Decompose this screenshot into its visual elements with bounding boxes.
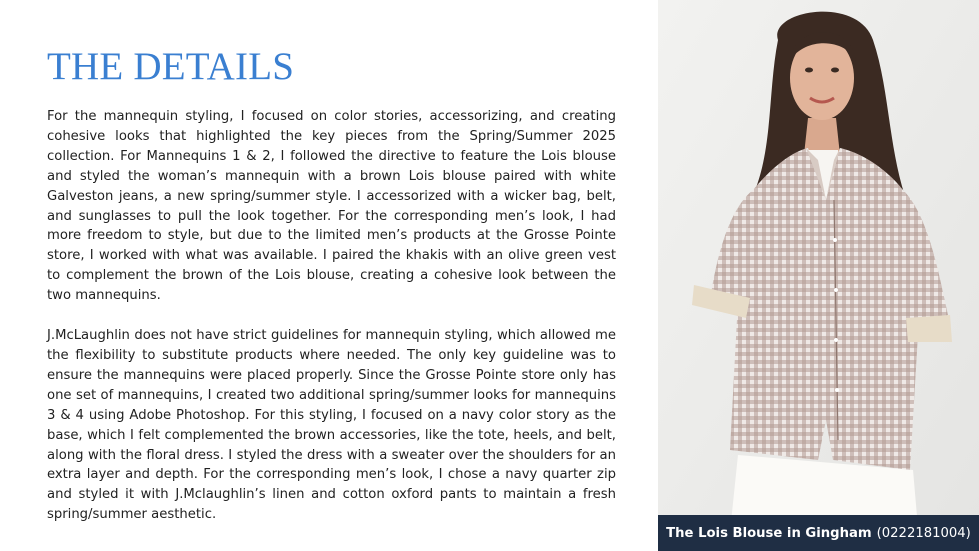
- model-illustration: [658, 0, 979, 551]
- product-caption-name: The Lois Blouse in Gingham: [666, 525, 872, 541]
- page-title: THE DETAILS: [47, 45, 295, 88]
- details-text-column: [47, 44, 616, 525]
- details-paragraph-1: For the mannequin styling, I focused on color stories, accessorizing, and creating cohesive looks that highlighted the key pieces from the Spring/Summer 2025 collection. For Mannequins 1 & 2, I followed the directive to feature the Lois blouse and styled the woman’s mannequin with a brown Lois blouse paired with white Galveston jeans, a new spring/summer style. I accessorized with a wicker bag, belt, and sunglasses to pull the look together. For the corresponding men’s look, I had more freedom to style, but due to the limited men’s products at the Grosse Pointe store, I worked with what was available. I paired the khakis with an olive green vest to complement the brown of the Lois blouse, creating a cohesive look between the two mannequins.: [47, 109, 616, 304]
- product-caption-code: (0222181004): [876, 525, 971, 541]
- product-caption: [658, 515, 979, 551]
- details-paragraph-2: J.McLaughlin does not have strict guidelines for mannequin styling, which allowed me the flexibility to substitute products where needed. The only key guideline was to ensure the mannequins were placed properly. Since the Grosse Pointe store only has one set of mannequins, I created two additional spring/summer looks for mannequins 3 & 4 using Adobe Photoshop. For this styling, I focused on a navy color story as the base, which I felt complemented the brown accessories, like the tote, heels, and belt, along with the floral dress. I styled the dress with a sweater over the shoulders for an extra layer and depth. For the corresponding men’s look, I chose a navy quarter zip and styled it with J.Mclaughlin’s linen and cotton oxford pants to maintain a fresh spring/summer aesthetic.: [47, 328, 616, 523]
- product-photo: [658, 0, 979, 551]
